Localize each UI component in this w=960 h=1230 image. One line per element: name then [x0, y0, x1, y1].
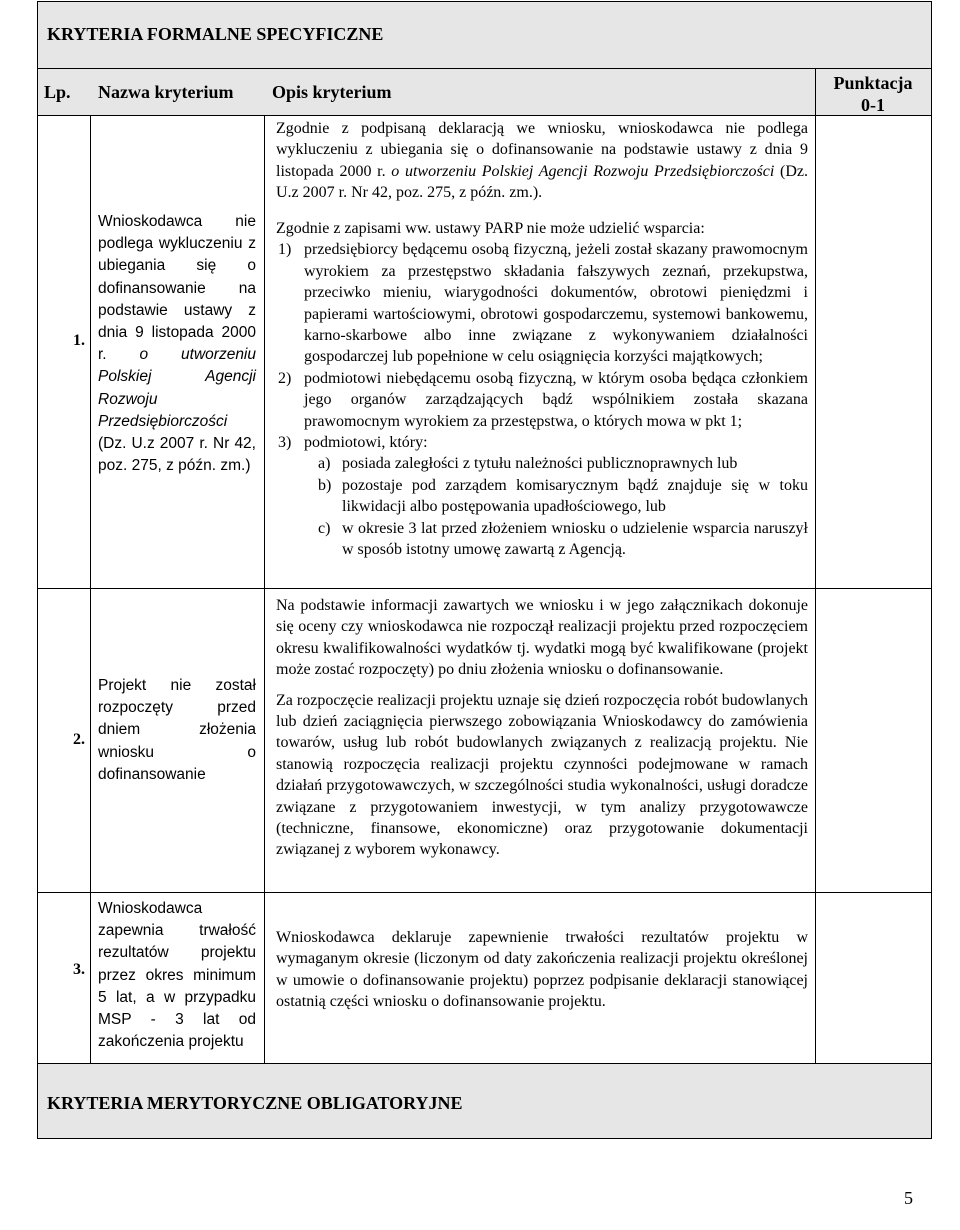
list-item: b) pozostaje pod zarządem komisarycznym bądź znajduje się w toku likwidacji albo postępowania upadłościowego, lub	[318, 476, 808, 516]
row-1-criterion-name	[98, 211, 256, 477]
row-3-description: Wnioskodawca deklaruje zapewnienie trwałości rezultatów projektu w wymaganym okresie (liczonym od daty zakończenia realizacji projektu określonej w umowie o dofinansowanie projektu) poprzez podpisanie deklaracji stanowiącej ostatnią części wniosku o dofinansowanie projektu.	[276, 929, 808, 1011]
row-3-number: 3.	[73, 961, 85, 978]
list-item: 1) przedsiębiorcy będącemu osobą fizyczną, jeżeli został skazany prawomocnym wyrokiem za przestępstwo składania fałszywych zeznań, przekupstwa, przeciwko mieniu, wiarygodności dokumentów, obrotowi pieniędzmi i papierami wartościowymi, obrotowi gospodarczemu, systemowi bankowemu, karno-skarbowe albo inne związane z wykonywaniem działalności gospodarczej lub popełnione w celu osiągnięcia korzyści majątkowych;	[278, 241, 808, 366]
row-1-name-text: Wnioskodawca nie podlega wykluczeniu z ubiegania się o dofinansowanie na podstawie ustawy z dnia 9 listopada 2000 r.	[98, 213, 256, 364]
list-item: 2) podmiotowi niebędącemu osobą fizyczną, w którym osoba będąca członkiem jego organów zarządzających bądź wspólnikiem została skazana prawomocnym wyrokiem za przestępstwa, o których mowa w pkt 1;	[278, 369, 808, 430]
row-2-criterion-name: Projekt nie został rozpoczęty przed dniem złożenia wniosku o dofinansowanie	[98, 677, 256, 783]
header-desc: Opis kryterium	[272, 82, 392, 102]
row-1-name-act: o utworzeniu Polskiej Agencji Rozwoju Przedsiębiorczości	[98, 346, 257, 430]
row-1-description	[276, 218, 808, 561]
rule-col-name	[264, 115, 265, 1063]
row-1-declaration-text: Zgodnie z podpisaną deklaracją we wniosku, wnioskodawca nie podlega wykluczeniu z ubiegania się o dofinansowanie na podstawie ustawy z dnia 9 listopada 2000 r.	[276, 120, 808, 180]
row-1-declaration-act: o utworzeniu Polskiej Agencji Rozwoju Przedsiębiorczości	[391, 162, 775, 180]
row-1-declaration-citation: (Dz. U.z 2007 r. Nr 42, poz. 275, z późn. zm.).	[276, 162, 809, 202]
list-item: c) w okresie 3 lat przed złożeniem wniosku o udzielenie wsparcia naruszył w sposób istotny umowę zawartą z Agencją.	[318, 519, 808, 559]
row-1-sublist	[304, 453, 808, 560]
rule-right	[931, 1, 932, 1139]
row-1-number: 1.	[73, 332, 85, 349]
rule-left	[37, 1, 38, 1139]
row-3-criterion-name: Wnioskodawca zapewnia trwałość rezultatów projektu przez okres minimum 5 lat, a w przypadku MSP - 3 lat od zakończenia projektu	[98, 900, 256, 1051]
rule-bottom	[37, 1138, 932, 1139]
formal-section-title: KRYTERIA FORMALNE SPECYFICZNE	[47, 24, 384, 44]
rule-col-desc	[815, 69, 816, 1063]
row-1-declaration	[276, 118, 808, 204]
list-item: 3) podmiotowi, który: a) posiada zaległości z tytułu należności publicznoprawnych lub b) pozostaje pod zarządem komisarycznym bądź znajduje się w toku likwidacji albo postępowania upadłościowego, lub c) w okresie 3 lat przed złożeniem wniosku o udzielenie wsparcia naruszył w sposób istotny umowę zawartą z Agencją.	[304, 432, 808, 560]
page-number: 5	[904, 1188, 913, 1208]
row-2-paragraph-1: Na podstawie informacji zawartych we wniosku i w jego załącznikach dokonuje się oceny czy wnioskodawca nie rozpoczął realizacji projektu przed rozpoczęciem okresu kwalifikowalności wydatków tj. wydatki mogą być kwalifikowane (projekt może zostać rozpoczęty) po dniu złożenia wniosku o dofinansowanie.	[276, 597, 808, 679]
rule-above-merit	[37, 1063, 932, 1064]
list-item: a) posiada zaległości z tytułu należności publicznoprawnych lub	[318, 455, 738, 473]
rule-top	[37, 1, 932, 2]
header-score	[818, 72, 928, 116]
row-2-number: 2.	[73, 731, 85, 748]
rule-col-lp	[90, 115, 91, 1063]
row-1-name-citation: (Dz. U.z 2007 r. Nr 42, poz. 275, z późn. zm.)	[98, 435, 256, 475]
rule-row2-3	[37, 892, 932, 893]
row-1-lead: Zgodnie z zapisami ww. ustawy PARP nie może udzielić wsparcia:	[276, 220, 705, 237]
row-2-description	[276, 595, 808, 861]
rule-row1-2	[37, 588, 932, 589]
row-2-paragraph-2: Za rozpoczęcie realizacji projektu uznaje się dzień rozpoczęcia robót budowlanych lub dzień zaciągnięcia pierwszego zobowiązania Wnioskodawcy do zamówienia towarów, usług lub robót budowlanych związanych z realizacją projektu. Nie stanowią rozpoczęcia realizacji projektu czynności podejmowane w ramach działań przygotowawczych, w szczególności studia wykonalności, usługi doradcze związane z przygotowaniem inwestycji, w tym analizy przygotowawcze (techniczne, finansowe, ekonomiczne) oraz przygotowanie dokumentacji związanej z wyborem wykonawcy.	[276, 691, 808, 859]
header-score-label: Punktacja	[833, 73, 913, 93]
rule-below-header	[37, 115, 932, 116]
merit-section-title: KRYTERIA MERYTORYCZNE OBLIGATORYJNE	[47, 1093, 463, 1113]
rule-below-title	[37, 68, 932, 69]
header-score-range: 0-1	[861, 95, 885, 115]
header-lp: Lp.	[44, 82, 71, 102]
header-name: Nazwa kryterium	[98, 82, 234, 102]
row-1-exclusion-list	[276, 239, 808, 560]
